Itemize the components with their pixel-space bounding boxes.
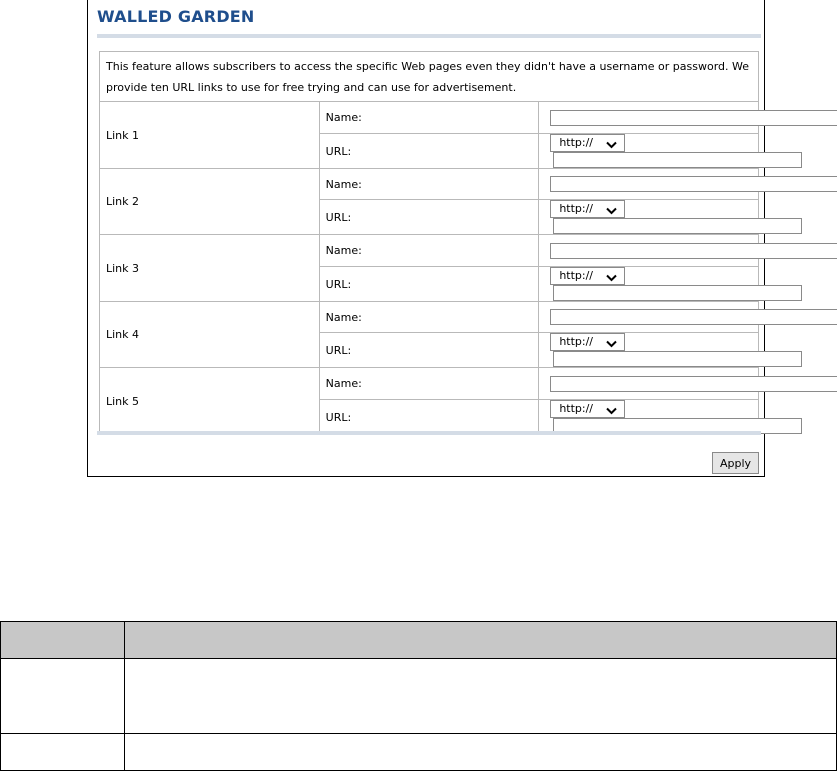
description-row <box>100 52 759 102</box>
chevron-down-icon <box>606 271 617 287</box>
url-label: URL: <box>319 400 539 435</box>
link-5-name-input[interactable] <box>550 376 837 392</box>
link-3-protocol-select[interactable] <box>550 267 625 285</box>
link-3-name-input[interactable] <box>550 243 837 259</box>
link-2-name-row <box>100 169 759 200</box>
link-3-url-input[interactable] <box>553 285 802 301</box>
url-cell <box>539 400 759 435</box>
url-label: URL: <box>319 333 539 368</box>
name-label: Name: <box>319 235 539 267</box>
link-label: Link 2 <box>100 169 320 235</box>
url-label: URL: <box>319 134 539 169</box>
chevron-down-icon <box>606 404 617 420</box>
name-label: Name: <box>319 368 539 400</box>
walled-garden-form <box>99 51 759 435</box>
footer-divider <box>97 431 761 435</box>
doc-table-header-cell <box>1 622 125 659</box>
name-cell <box>539 368 759 400</box>
doc-table-cell <box>125 734 837 771</box>
link-label: Link 3 <box>100 235 320 302</box>
link-label: Link 1 <box>100 102 320 169</box>
link-2-url-input[interactable] <box>553 218 802 234</box>
link-1-name-row <box>100 102 759 134</box>
protocol-value: http:// <box>559 335 594 348</box>
link-4-name-row <box>100 302 759 333</box>
link-5-name-row <box>100 368 759 400</box>
link-label: Link 5 <box>100 368 320 435</box>
protocol-value: http:// <box>559 202 594 215</box>
apply-button[interactable]: Apply <box>712 452 759 474</box>
chevron-down-icon <box>606 337 617 353</box>
doc-table-cell <box>125 659 837 734</box>
name-label: Name: <box>319 102 539 134</box>
feature-description: This feature allows subscribers to access the specific Web pages even they didn't have a username or password. We provide ten URL links to use for free trying and can use for advertisement. <box>100 52 759 102</box>
doc-table-header-row <box>1 622 837 659</box>
doc-table-row <box>1 734 837 771</box>
url-cell <box>539 134 759 169</box>
name-label: Name: <box>319 169 539 200</box>
link-3-name-row <box>100 235 759 267</box>
link-1-url-input[interactable] <box>553 152 802 168</box>
link-4-name-input[interactable] <box>550 309 837 325</box>
name-cell <box>539 302 759 333</box>
name-cell <box>539 235 759 267</box>
link-1-name-input[interactable] <box>550 110 837 126</box>
name-cell <box>539 102 759 134</box>
doc-field-table <box>0 621 837 771</box>
url-cell <box>539 333 759 368</box>
link-4-url-input[interactable] <box>553 351 802 367</box>
doc-table-cell <box>1 734 125 771</box>
doc-table-header-cell <box>125 622 837 659</box>
protocol-value: http:// <box>559 136 594 149</box>
url-label: URL: <box>319 267 539 302</box>
chevron-down-icon <box>606 138 617 154</box>
url-cell <box>539 200 759 235</box>
walled-garden-panel <box>87 0 765 477</box>
link-2-name-input[interactable] <box>550 176 837 192</box>
url-cell <box>539 267 759 302</box>
title-divider <box>97 34 761 38</box>
name-cell <box>539 169 759 200</box>
doc-table-row <box>1 659 837 734</box>
protocol-value: http:// <box>559 402 594 415</box>
doc-table-cell <box>1 659 125 734</box>
link-2-protocol-select[interactable] <box>550 200 625 218</box>
chevron-down-icon <box>606 204 617 220</box>
link-1-protocol-select[interactable] <box>550 134 625 152</box>
protocol-value: http:// <box>559 269 594 282</box>
page-title: WALLED GARDEN <box>97 7 255 26</box>
name-label: Name: <box>319 302 539 333</box>
link-5-protocol-select[interactable] <box>550 400 625 418</box>
link-4-protocol-select[interactable] <box>550 333 625 351</box>
url-label: URL: <box>319 200 539 235</box>
link-label: Link 4 <box>100 302 320 368</box>
